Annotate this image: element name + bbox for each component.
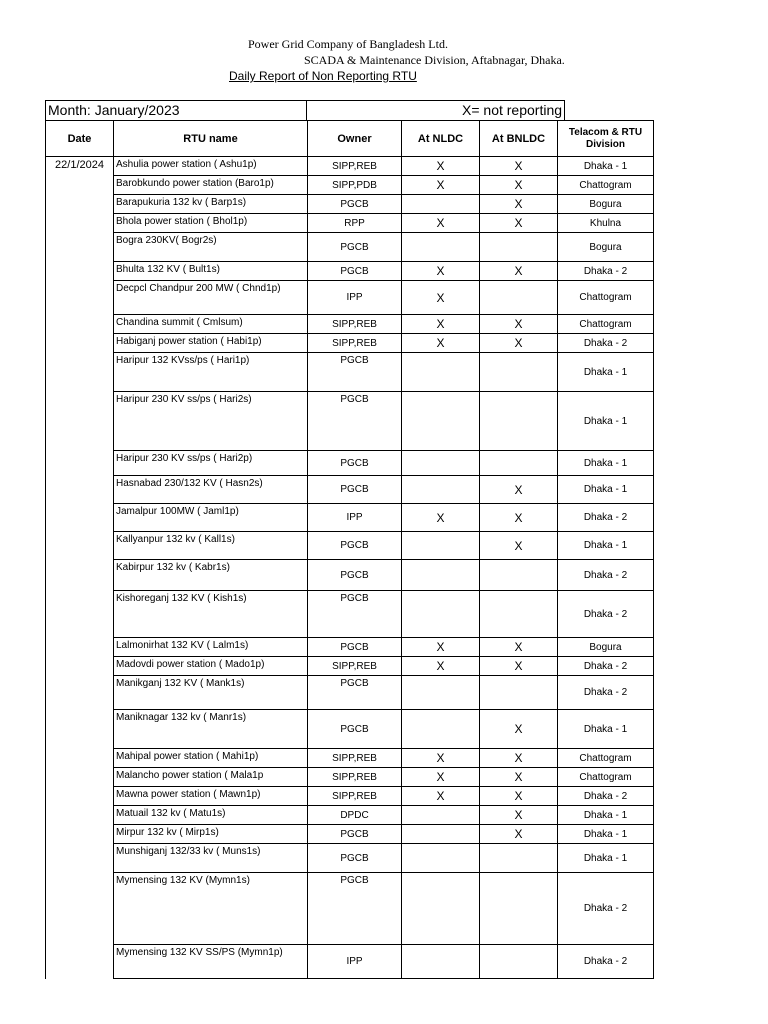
- owner-cell: PGCB: [308, 591, 402, 638]
- owner-cell: SIPP,REB: [308, 768, 402, 787]
- table-row: [46, 532, 654, 560]
- bnldc-status-cell: X: [480, 768, 558, 787]
- rtu-name-cell: Lalmonirhat 132 KV ( Lalm1s): [114, 638, 308, 657]
- table-row: [46, 676, 654, 710]
- rtu-name-cell: Barobkundo power station (Baro1p): [114, 176, 308, 195]
- rtu-name-cell: Barapukuria 132 kv ( Barp1s): [114, 195, 308, 214]
- col-header-date: Date: [46, 121, 114, 157]
- division-cell: Dhaka - 2: [558, 657, 654, 676]
- rtu-name-cell: Mahipal power station ( Mahi1p): [114, 749, 308, 768]
- bnldc-status-cell: X: [480, 476, 558, 504]
- division-cell: Khulna: [558, 214, 654, 233]
- nldc-status-cell: X: [402, 281, 480, 315]
- nldc-status-cell: X: [402, 768, 480, 787]
- rtu-report-table: [45, 120, 654, 979]
- division-cell: Chattogram: [558, 749, 654, 768]
- table-row: [46, 315, 654, 334]
- division-cell: Dhaka - 1: [558, 844, 654, 873]
- owner-cell: SIPP,REB: [308, 787, 402, 806]
- bnldc-status-cell: [480, 233, 558, 262]
- bnldc-status-cell: X: [480, 262, 558, 281]
- bnldc-status-cell: X: [480, 787, 558, 806]
- org-division: SCADA & Maintenance Division, Aftabnagar, Dhaka.: [304, 53, 565, 67]
- nldc-status-cell: X: [402, 657, 480, 676]
- bnldc-status-cell: [480, 873, 558, 945]
- rtu-name-cell: Malancho power station ( Mala1p: [114, 768, 308, 787]
- owner-cell: SIPP,REB: [308, 157, 402, 176]
- bnldc-status-cell: X: [480, 504, 558, 532]
- table-row: [46, 591, 654, 638]
- owner-cell: PGCB: [308, 710, 402, 749]
- division-cell: Dhaka - 2: [558, 676, 654, 710]
- rtu-name-cell: Hasnabad 230/132 KV ( Hasn2s): [114, 476, 308, 504]
- owner-cell: PGCB: [308, 262, 402, 281]
- table-row: [46, 787, 654, 806]
- nldc-status-cell: X: [402, 176, 480, 195]
- division-cell: Bogura: [558, 638, 654, 657]
- table-row: [46, 451, 654, 476]
- rtu-name-cell: Kabirpur 132 kv ( Kabr1s): [114, 560, 308, 591]
- table-row: [46, 334, 654, 353]
- nldc-status-cell: X: [402, 334, 480, 353]
- table-row: [46, 233, 654, 262]
- nldc-status-cell: [402, 591, 480, 638]
- table-row: [46, 262, 654, 281]
- division-cell: Chattogram: [558, 176, 654, 195]
- rtu-name-cell: Decpcl Chandpur 200 MW ( Chnd1p): [114, 281, 308, 315]
- nldc-status-cell: [402, 806, 480, 825]
- bnldc-status-cell: X: [480, 710, 558, 749]
- rtu-name-cell: Jamalpur 100MW ( Jaml1p): [114, 504, 308, 532]
- rtu-name-cell: Matuail 132 kv ( Matu1s): [114, 806, 308, 825]
- bnldc-status-cell: X: [480, 825, 558, 844]
- bnldc-status-cell: [480, 945, 558, 979]
- table-row: [46, 873, 654, 945]
- rtu-name-cell: Haripur 230 KV ss/ps ( Hari2p): [114, 451, 308, 476]
- table-row: [46, 806, 654, 825]
- nldc-status-cell: X: [402, 504, 480, 532]
- rtu-name-cell: Mirpur 132 kv ( Mirp1s): [114, 825, 308, 844]
- nldc-status-cell: [402, 676, 480, 710]
- rtu-name-cell: Haripur 230 KV ss/ps ( Hari2s): [114, 392, 308, 451]
- nldc-status-cell: [402, 710, 480, 749]
- table-row: [46, 214, 654, 233]
- table-row: [46, 710, 654, 749]
- bnldc-status-cell: [480, 281, 558, 315]
- table-row: [46, 392, 654, 451]
- nldc-status-cell: X: [402, 315, 480, 334]
- table-row: [46, 945, 654, 979]
- nldc-status-cell: X: [402, 214, 480, 233]
- nldc-status-cell: [402, 451, 480, 476]
- rtu-name-cell: Habiganj power station ( Habi1p): [114, 334, 308, 353]
- table-row: [46, 195, 654, 214]
- division-cell: Dhaka - 2: [558, 262, 654, 281]
- owner-cell: PGCB: [308, 825, 402, 844]
- owner-cell: PGCB: [308, 676, 402, 710]
- bnldc-status-cell: X: [480, 157, 558, 176]
- rtu-name-cell: Bhola power station ( Bhol1p): [114, 214, 308, 233]
- bnldc-status-cell: [480, 353, 558, 392]
- bnldc-status-cell: X: [480, 214, 558, 233]
- owner-cell: PGCB: [308, 844, 402, 873]
- nldc-status-cell: [402, 392, 480, 451]
- bnldc-status-cell: X: [480, 176, 558, 195]
- owner-cell: IPP: [308, 281, 402, 315]
- division-cell: Chattogram: [558, 768, 654, 787]
- owner-cell: PGCB: [308, 233, 402, 262]
- division-cell: Dhaka - 1: [558, 532, 654, 560]
- owner-cell: PGCB: [308, 532, 402, 560]
- rtu-name-cell: Kishoreganj 132 KV ( Kish1s): [114, 591, 308, 638]
- table-row: [46, 281, 654, 315]
- division-cell: Dhaka - 1: [558, 157, 654, 176]
- month-label: Month: January/2023: [48, 102, 180, 118]
- division-cell: Chattogram: [558, 281, 654, 315]
- nldc-status-cell: X: [402, 749, 480, 768]
- table-row: [46, 176, 654, 195]
- nldc-status-cell: [402, 873, 480, 945]
- division-cell: Dhaka - 2: [558, 945, 654, 979]
- table-row: [46, 657, 654, 676]
- nldc-status-cell: [402, 560, 480, 591]
- rtu-name-cell: Mymensing 132 KV (Mymn1s): [114, 873, 308, 945]
- rtu-name-cell: Maniknagar 132 kv ( Manr1s): [114, 710, 308, 749]
- owner-cell: IPP: [308, 945, 402, 979]
- table-body: [46, 157, 654, 979]
- nldc-status-cell: [402, 476, 480, 504]
- owner-cell: PGCB: [308, 195, 402, 214]
- division-cell: Dhaka - 1: [558, 353, 654, 392]
- bnldc-status-cell: X: [480, 315, 558, 334]
- bnldc-status-cell: [480, 560, 558, 591]
- owner-cell: PGCB: [308, 476, 402, 504]
- division-cell: Dhaka - 1: [558, 710, 654, 749]
- bnldc-status-cell: X: [480, 806, 558, 825]
- rtu-name-cell: Manikganj 132 KV ( Mank1s): [114, 676, 308, 710]
- bnldc-status-cell: [480, 451, 558, 476]
- division-cell: Bogura: [558, 195, 654, 214]
- owner-cell: IPP: [308, 504, 402, 532]
- division-cell: Dhaka - 2: [558, 873, 654, 945]
- col-header-at-bnldc: At BNLDC: [480, 121, 558, 157]
- owner-cell: PGCB: [308, 353, 402, 392]
- nldc-status-cell: [402, 353, 480, 392]
- bnldc-status-cell: X: [480, 749, 558, 768]
- division-cell: Dhaka - 1: [558, 806, 654, 825]
- nldc-status-cell: X: [402, 638, 480, 657]
- table-row: [46, 504, 654, 532]
- table-row: [46, 157, 654, 176]
- bnldc-status-cell: [480, 676, 558, 710]
- owner-cell: SIPP,REB: [308, 315, 402, 334]
- rtu-name-cell: Mymensing 132 KV SS/PS (Mymn1p): [114, 945, 308, 979]
- rtu-name-cell: Madovdi power station ( Mado1p): [114, 657, 308, 676]
- bnldc-status-cell: X: [480, 532, 558, 560]
- owner-cell: PGCB: [308, 451, 402, 476]
- month-row-left-border: [45, 100, 46, 120]
- rtu-name-cell: Haripur 132 KVss/ps ( Hari1p): [114, 353, 308, 392]
- division-cell: Dhaka - 2: [558, 334, 654, 353]
- table-row: [46, 825, 654, 844]
- rtu-name-cell: Mawna power station ( Mawn1p): [114, 787, 308, 806]
- month-row-right-border: [564, 100, 565, 120]
- table-row: [46, 844, 654, 873]
- report-title: Daily Report of Non Reporting RTU: [229, 69, 417, 83]
- owner-cell: DPDC: [308, 806, 402, 825]
- bnldc-status-cell: X: [480, 334, 558, 353]
- month-row-divider: [306, 100, 307, 120]
- date-cell: 22/1/2024: [46, 157, 114, 979]
- nldc-status-cell: [402, 945, 480, 979]
- table-row: [46, 353, 654, 392]
- division-cell: Dhaka - 2: [558, 591, 654, 638]
- rtu-name-cell: Kallyanpur 132 kv ( Kall1s): [114, 532, 308, 560]
- owner-cell: SIPP,REB: [308, 334, 402, 353]
- division-cell: Dhaka - 1: [558, 392, 654, 451]
- bnldc-status-cell: [480, 844, 558, 873]
- division-cell: Dhaka - 1: [558, 825, 654, 844]
- division-cell: Dhaka - 2: [558, 560, 654, 591]
- division-cell: Bogura: [558, 233, 654, 262]
- col-header-at-nldc: At NLDC: [402, 121, 480, 157]
- rtu-name-cell: Bhulta 132 KV ( Bult1s): [114, 262, 308, 281]
- col-header-owner: Owner: [308, 121, 402, 157]
- nldc-status-cell: [402, 844, 480, 873]
- division-cell: Dhaka - 2: [558, 787, 654, 806]
- table-row: [46, 638, 654, 657]
- bnldc-status-cell: X: [480, 195, 558, 214]
- rtu-name-cell: Ashulia power station ( Ashu1p): [114, 157, 308, 176]
- table-row: [46, 560, 654, 591]
- owner-cell: SIPP,PDB: [308, 176, 402, 195]
- nldc-status-cell: X: [402, 157, 480, 176]
- nldc-status-cell: [402, 195, 480, 214]
- col-header-division: Telacom & RTU Division: [558, 121, 654, 157]
- owner-cell: PGCB: [308, 560, 402, 591]
- division-cell: Dhaka - 1: [558, 451, 654, 476]
- table-row: [46, 768, 654, 787]
- table-row: [46, 749, 654, 768]
- rtu-name-cell: Bogra 230KV( Bogr2s): [114, 233, 308, 262]
- division-cell: Dhaka - 2: [558, 504, 654, 532]
- nldc-status-cell: [402, 825, 480, 844]
- owner-cell: SIPP,REB: [308, 657, 402, 676]
- bnldc-status-cell: X: [480, 638, 558, 657]
- owner-cell: PGCB: [308, 873, 402, 945]
- nldc-status-cell: X: [402, 262, 480, 281]
- owner-cell: PGCB: [308, 392, 402, 451]
- org-name: Power Grid Company of Bangladesh Ltd.: [248, 37, 448, 51]
- legend-label: X= not reporting: [462, 102, 563, 118]
- owner-cell: PGCB: [308, 638, 402, 657]
- rtu-name-cell: Chandina summit ( Cmlsum): [114, 315, 308, 334]
- bnldc-status-cell: X: [480, 657, 558, 676]
- rtu-name-cell: Munshiganj 132/33 kv ( Muns1s): [114, 844, 308, 873]
- table-header-row: [46, 121, 654, 157]
- nldc-status-cell: X: [402, 787, 480, 806]
- owner-cell: RPP: [308, 214, 402, 233]
- bnldc-status-cell: [480, 591, 558, 638]
- division-cell: Dhaka - 1: [558, 476, 654, 504]
- table-row: [46, 476, 654, 504]
- bnldc-status-cell: [480, 392, 558, 451]
- col-header-rtu-name: RTU name: [114, 121, 308, 157]
- division-cell: Chattogram: [558, 315, 654, 334]
- nldc-status-cell: [402, 532, 480, 560]
- nldc-status-cell: [402, 233, 480, 262]
- owner-cell: SIPP,REB: [308, 749, 402, 768]
